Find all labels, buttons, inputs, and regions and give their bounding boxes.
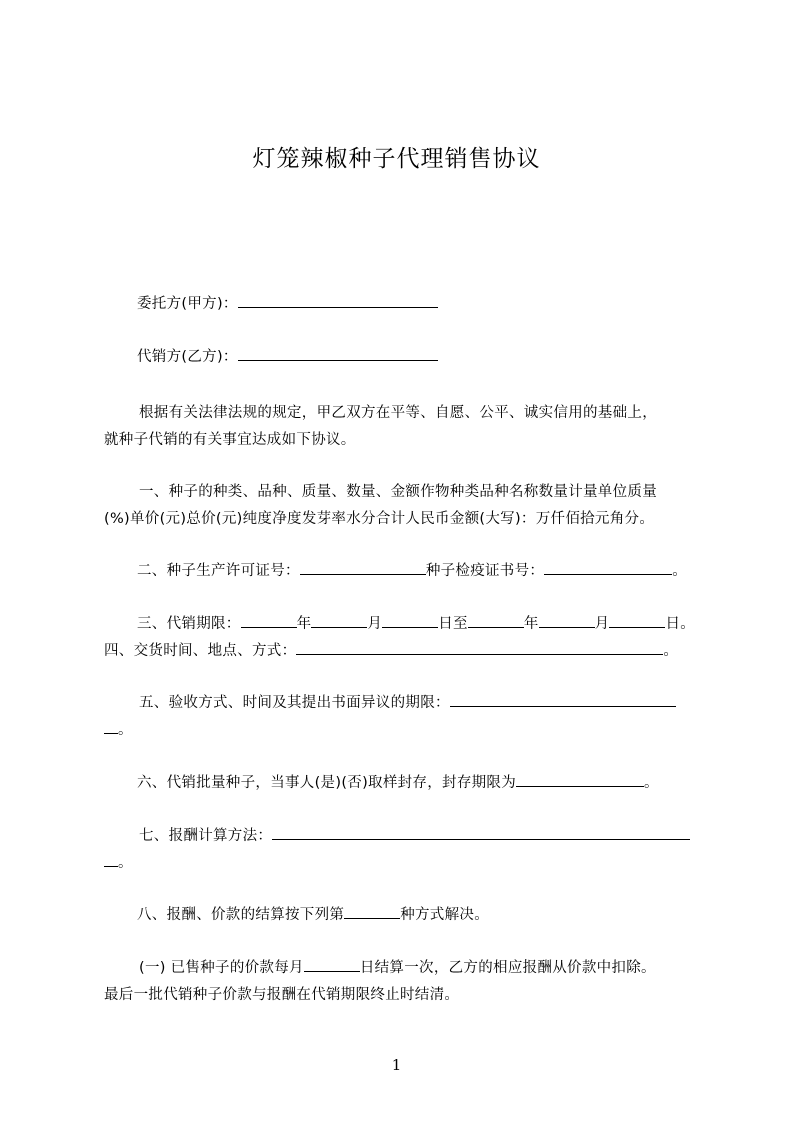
acceptance-label: 五、验收方式、时间及其提出书面异议的期限： — [139, 695, 450, 711]
day-to-label: 日至 — [438, 616, 468, 632]
start-year-blank — [241, 613, 297, 628]
clause-4-end: 。 — [663, 643, 679, 659]
clause-3-line — [137, 612, 695, 633]
clause-4-line — [104, 639, 678, 660]
clause-5-line-2 — [104, 718, 133, 739]
production-license-blank — [300, 560, 426, 575]
monthly-settlement-suffix: 日结算一次，乙方的相应报酬从价款中扣除。 — [359, 960, 656, 976]
acceptance-blank-continued — [104, 719, 118, 734]
party-b-label: 代销方(乙方)： — [137, 349, 238, 365]
year-label: 年 — [296, 616, 312, 632]
end-month-blank — [539, 613, 595, 628]
sealing-label: 六、代销批量种子，当事人(是)(否)取样封存，封存期限为 — [137, 775, 517, 791]
clause-6-line — [137, 771, 659, 792]
remuneration-method-label: 七、报酬计算方法： — [139, 828, 273, 844]
sealing-period-blank — [516, 772, 644, 787]
quarantine-cert-label: 种子检疫证书号： — [425, 563, 545, 579]
monthly-settlement-label: (一) 已售种子的价款每月 — [139, 960, 304, 976]
end-day-blank — [609, 613, 665, 628]
settlement-option-blank — [344, 904, 400, 919]
start-day-blank — [382, 613, 438, 628]
clause-5-end: 。 — [118, 722, 133, 738]
clause-7-line-2 — [104, 851, 133, 872]
preamble-line-2: 就种子代销的有关事宜达成如下协议。 — [104, 432, 356, 448]
clause-8-line — [137, 903, 489, 924]
end-year-label: 年 — [523, 616, 539, 632]
term-label: 三、代销期限： — [137, 616, 241, 632]
clause-1-line-1: 一、种子的种类、品种、质量、数量、金额作物种类品种名称数量计量单位质量 — [139, 484, 657, 500]
end-month-label: 月 — [594, 616, 610, 632]
remuneration-method-blank — [272, 825, 690, 840]
clause-5-line-1 — [139, 691, 676, 712]
clause-8-1-line-2: 最后一批代销种子价款与报酬在代销期限终止时结清。 — [104, 987, 460, 1003]
quarantine-cert-blank — [544, 560, 672, 575]
remuneration-blank-continued — [104, 852, 118, 867]
delivery-blank — [296, 640, 663, 655]
end-year-blank — [468, 613, 524, 628]
clause-7-end: 。 — [118, 855, 133, 871]
clause-2-line — [137, 559, 687, 580]
party-a-line — [137, 292, 438, 313]
party-a-label: 委托方(甲方)： — [137, 296, 238, 312]
start-month-blank — [311, 613, 367, 628]
production-license-label: 二、种子生产许可证号： — [137, 563, 300, 579]
party-b-line — [137, 345, 438, 366]
clause-8-1-line-1 — [139, 956, 656, 977]
settlement-label: 八、报酬、价款的结算按下列第 — [137, 907, 345, 923]
party-b-blank — [238, 346, 438, 361]
month-label: 月 — [367, 616, 383, 632]
clause-7-line-1 — [139, 824, 690, 845]
settlement-suffix: 种方式解决。 — [400, 907, 490, 923]
settlement-day-blank — [304, 957, 360, 972]
preamble-line-1: 根据有关法律法规的规定，甲乙双方在平等、自愿、公平、诚实信用的基础上， — [139, 405, 657, 421]
delivery-label: 四、交货时间、地点、方式： — [104, 643, 297, 659]
clause-1-line-2: (%)单价(元)总价(元)纯度净度发芽率水分合计人民币金额(大写)：万仟佰拾元角分。 — [104, 511, 655, 527]
party-a-blank — [238, 293, 438, 308]
document-title: 灯笼辣椒种子代理销售协议 — [252, 146, 541, 172]
acceptance-blank — [450, 692, 676, 707]
day-end-label: 日。 — [665, 616, 696, 632]
clause-6-end: 。 — [644, 775, 659, 791]
page-number: 1 — [391, 1056, 402, 1074]
clause-2-end: 。 — [672, 563, 688, 579]
